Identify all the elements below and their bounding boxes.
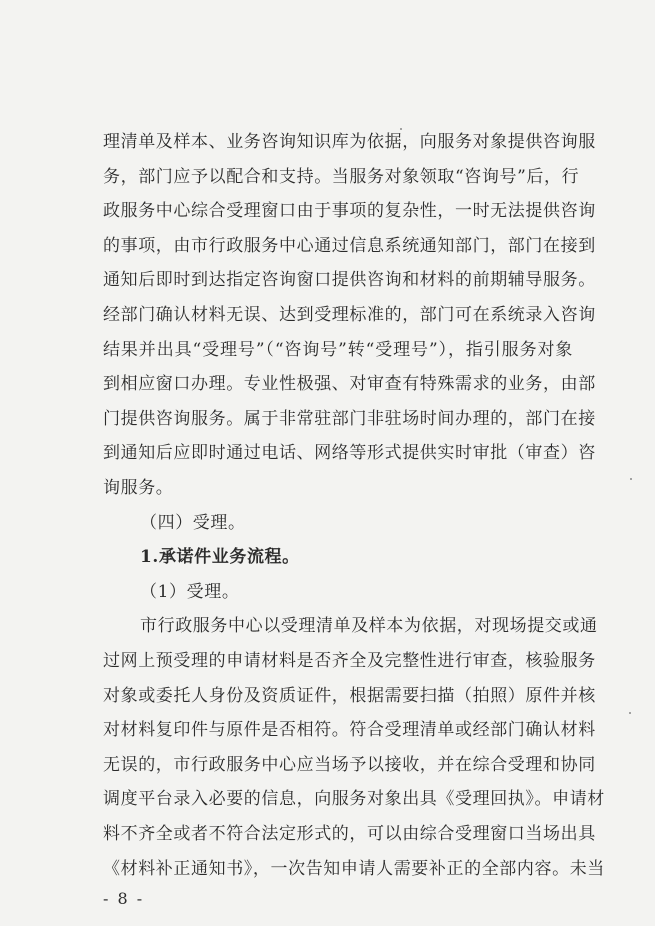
body-text-line: 政服务中心综合受理窗口由于事项的复杂性，一时无法提供咨询	[103, 201, 596, 222]
sub-subsection-heading: （1）受理。	[140, 581, 240, 602]
body-text-line: 到相应窗口办理。专业性极强、对审查有特殊需求的业务，由部	[103, 374, 596, 395]
body-text-line: 务，部门应予以配合和支持。当服务对象领取“咨询号”后，行	[103, 166, 580, 187]
body-text-line: 《材料补正通知书》，一次告知申请人需要补正的全部内容。未当	[103, 858, 605, 879]
body-text-line: 到通知后应即时通过电话、网络等形式提供实时审批（审查）咨	[103, 443, 596, 464]
body-text-line: 对象或委托人身份及资质证件，根据需要扫描（拍照）原件并核	[103, 685, 596, 706]
body-text-line: 经部门确认材料无误、达到受理标准的，部门可在系统录入咨询	[103, 305, 596, 325]
body-text-line: 理清单及样本、业务咨询知识库为依据，向服务对象提供咨询服	[103, 132, 596, 152]
body-text-line: 无误的，市行政服务中心应当场予以接收，并在综合受理和协同	[103, 754, 596, 775]
page-number: - 8 -	[103, 889, 145, 909]
scan-speck	[629, 712, 631, 714]
body-text-line: 调度平台录入必要的信息，向服务对象出具《受理回执》。申请材	[103, 789, 605, 810]
subsection-heading: 1.承诺件业务流程。	[140, 547, 300, 568]
body-text-line: 结果并出具“受理号”（“咨询号”转“受理号”），指引服务对象	[103, 339, 573, 360]
body-text-line: 过网上预受理的申请材料是否齐全及完整性进行审查，核验服务	[103, 651, 596, 671]
scan-speck	[630, 478, 632, 480]
section-heading: （四）受理。	[140, 512, 246, 533]
body-text-line: 通知后即时到达指定咨询窗口提供咨询和材料的前期辅导服务。	[103, 270, 596, 291]
body-text-line: 对材料复印件与原件是否相符。符合受理清单或经部门确认材料	[103, 720, 596, 741]
scan-speck	[400, 128, 402, 130]
body-text-line: 门提供咨询服务。属于非常驻部门非驻场时间办理的，部门在接	[103, 408, 596, 429]
body-text-line: 询服务。	[103, 478, 174, 498]
body-text-line: 的事项，由市行政服务中心通过信息系统通知部门，部门在接到	[103, 235, 596, 256]
body-text-line: 料不齐全或者不符合法定形式的，可以由综合受理窗口当场出具	[103, 824, 596, 844]
body-text-line: 市行政服务中心以受理清单及样本为依据，对现场提交或通	[140, 616, 598, 637]
